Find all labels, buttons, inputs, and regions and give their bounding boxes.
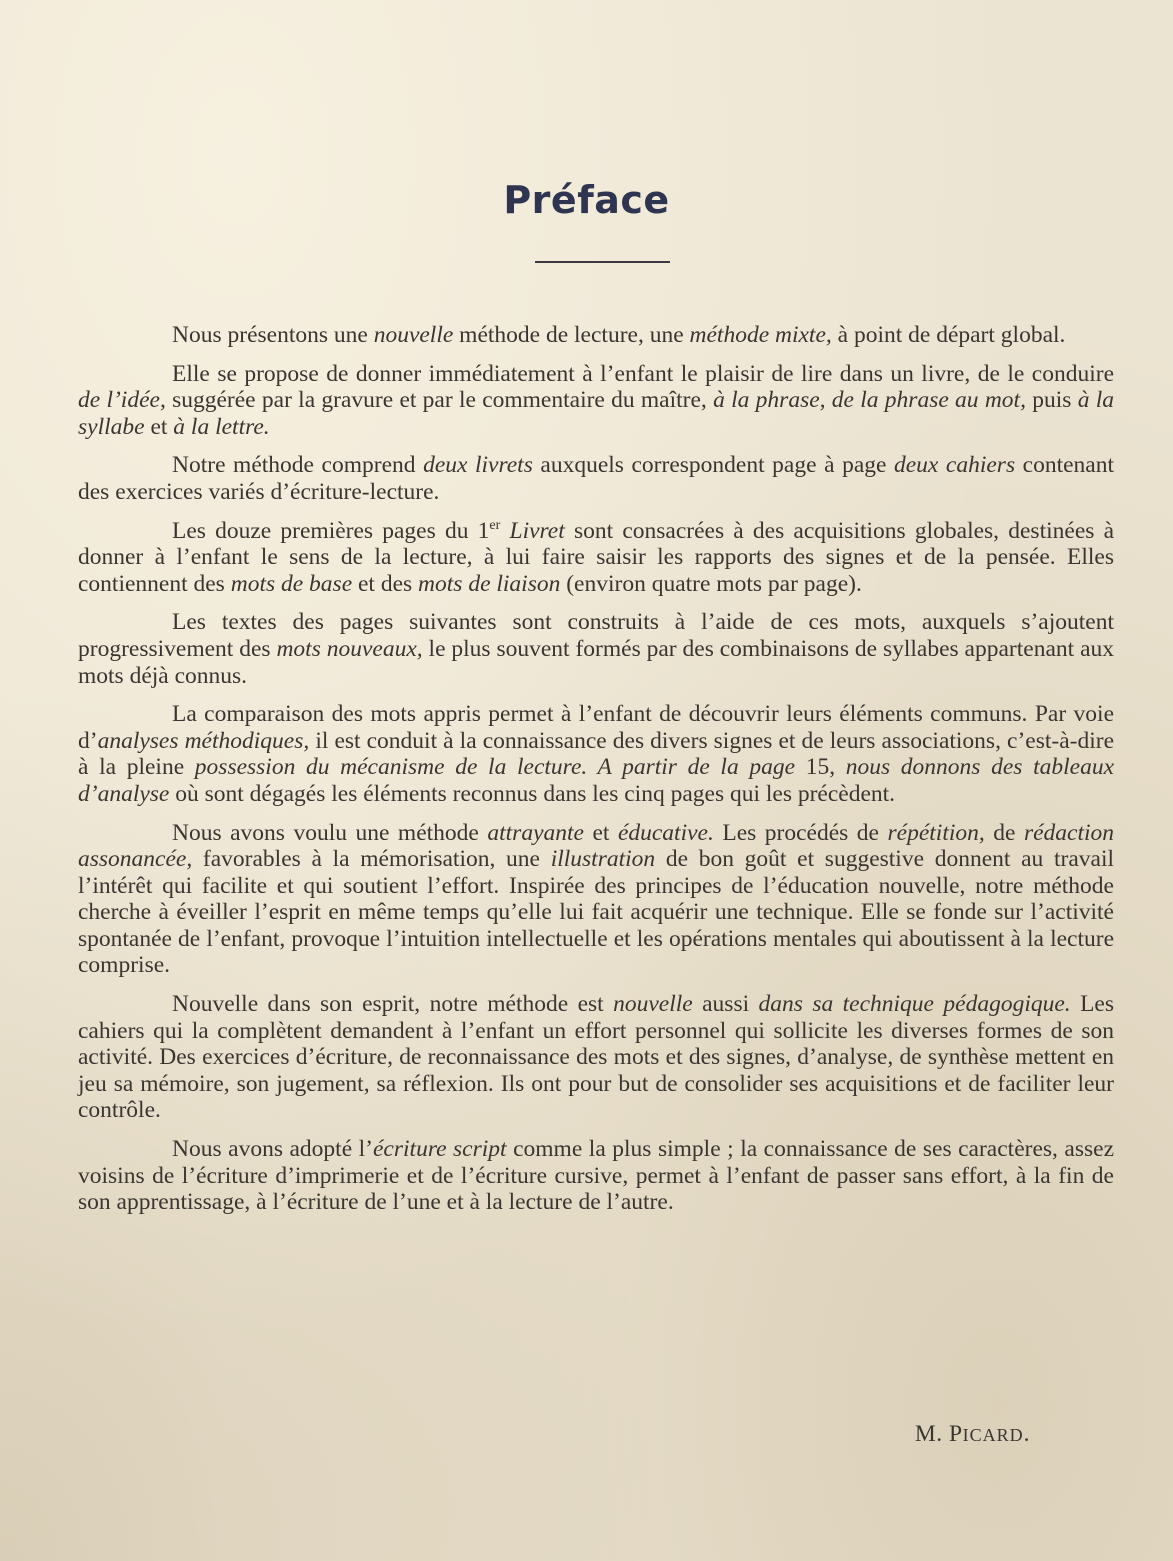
italic-phrase: Livret [509, 517, 565, 544]
italic-phrase: attrayante [487, 819, 584, 846]
text-run: Notre méthode comprend [172, 452, 424, 479]
italic-phrase: mots de base [230, 570, 353, 597]
text-run: Nous avons voulu une méthode [172, 819, 488, 846]
italic-phrase: possession du mécanisme de la lecture. A partir de la page [194, 754, 796, 781]
italic-phrase: écriture script [373, 1136, 507, 1163]
text-run: Elle se propose de donner immédiatement à l’enfant le plaisir de lire dans un livre, de le conduire [172, 360, 1114, 387]
text-run: méthode de lecture, une [453, 322, 690, 348]
italic-phrase: nous donnons des tableaux d’analyse [78, 754, 1115, 807]
italic-phrase: mots nouveaux, [276, 635, 423, 662]
signature-period: . [1023, 1421, 1030, 1447]
text-run: et [144, 413, 174, 440]
text-run: Nous avons adopté l’ [172, 1136, 373, 1163]
text-run: sont consacrées à des acquisitions globales, destinées à donner à l’enfant le sens de la lecture, à lui faire saisir les rapports des signes et de la pensée. Elles contiennent des [78, 517, 1115, 597]
text-run: puis [1025, 387, 1078, 414]
italic-phrase: illustration [550, 846, 656, 873]
text-run: (environ quatre mots par page). [560, 570, 862, 597]
text-run: Les procédés de [713, 819, 888, 846]
text-run: Les douze premières pages du 1 [172, 517, 490, 544]
italic-phrase: éducative. [617, 819, 714, 846]
text-run: suggérée par la gravure et par le commentaire du maître, [165, 387, 714, 414]
italic-phrase: deux livrets [423, 452, 533, 479]
signature-initial: M. P [914, 1421, 963, 1447]
text-run: comme la plus simple ; la connaissance de ses caractères, assez voisins de l’écriture d’imprimerie et de l’écriture cursive, permet à l’enfant de passer sans effort, à la fin de son apprentissage, à l’écriture de l’une et à la lecture de l’autre. [78, 1136, 1114, 1216]
text-run: de [984, 819, 1024, 846]
italic-phrase: répétition, [887, 819, 985, 846]
signature-surname: ICARD [962, 1425, 1024, 1445]
italic-phrase: dans sa technique pédagogique. [758, 991, 1071, 1018]
paragraph [78, 609, 1114, 689]
italic-phrase: mots de liaison [418, 570, 561, 597]
italic-phrase: deux cahiers [894, 452, 1016, 479]
text-run: Les textes des pages suivantes sont construits à l’aide de ces mots, auxquels s’ajoutent progressivement des [78, 609, 1114, 662]
italic-phrase: à la phrase, de la phrase au mot, [713, 387, 1026, 414]
text-run: à point de départ global. [831, 322, 1066, 348]
text-run: Nouvelle dans son esprit, notre méthode est [172, 991, 614, 1018]
title-divider [535, 261, 670, 263]
italic-phrase: analyses méthodiques, [97, 727, 310, 754]
text-run: aussi [692, 991, 759, 1018]
paragraph [78, 820, 1114, 980]
ordinal-superscript: er [489, 517, 501, 533]
text-run: 15, [795, 754, 846, 781]
paragraph [78, 991, 1114, 1124]
text-run: favorables à la mémorisation, une [192, 846, 551, 873]
text-run [500, 518, 509, 544]
paragraph [78, 361, 1114, 441]
text-run: auxquels correspondent page à page [532, 452, 894, 479]
page-title: Préface [503, 178, 670, 222]
italic-phrase: de l’idée, [78, 387, 166, 414]
italic-phrase: à la syllabe [78, 387, 1114, 440]
text-run: et des [352, 570, 419, 597]
text-run: Les cahiers qui la complètent demandent à l’enfant un effort personnel qui sollicite les diverses formes de son activité. Des exercices d’écriture, de reconnaissance des mots et des signes, d’analyse, de synthèse mettent en jeu sa mémoire, son jugement, sa réflexion. Ils ont pour but de consolider ses acquisitions et de faciliter leur contrôle. [78, 991, 1114, 1124]
text-run: le plus souvent formés par des combinaisons de syllabes appartenant aux mots déjà connus. [78, 635, 1114, 689]
paragraph [78, 452, 1114, 505]
text-run: de bon goût et suggestive donnent au travail l’intérêt qui facilite et qui soutient l’effort. Inspirée des principes de l’éducation nouvelle, notre méthode cherche à éveiller l’esprit en même temps qu’elle lui fait acquérir une technique. Elle se fonde sur l’activité spontanée de l’enfant, provoque l’intuition intellectuelle et les opérations mentales qui aboutissent à la lecture comprise. [78, 846, 1115, 979]
italic-phrase: nouvelle [613, 991, 693, 1018]
text-run: Nous présentons une [172, 322, 374, 348]
text-run: et [583, 819, 618, 846]
preface-body [78, 322, 1114, 1216]
paragraph [78, 701, 1114, 807]
paragraph [78, 322, 1114, 349]
text-run: où sont dégagés les éléments reconnus dans les cinq pages qui les précèdent. [169, 780, 896, 807]
paragraph [78, 1136, 1114, 1216]
italic-phrase: à la lettre. [173, 413, 270, 440]
text-run: contenant des exercices variés d’écriture-lecture. [78, 452, 1115, 505]
italic-phrase: rédaction assonancée, [78, 819, 1115, 873]
text-run: La comparaison des mots appris permet à l’enfant de découvrir leurs éléments communs. Par voie d’ [78, 701, 1114, 754]
italic-phrase: nouvelle [373, 322, 454, 348]
paragraph [78, 518, 1114, 598]
author-signature [915, 1421, 1030, 1448]
italic-phrase: méthode mixte, [689, 322, 832, 348]
text-run: il est conduit à la connaissance des divers signes et de leurs associations, c’est-à-dire à la pleine [78, 727, 1114, 781]
